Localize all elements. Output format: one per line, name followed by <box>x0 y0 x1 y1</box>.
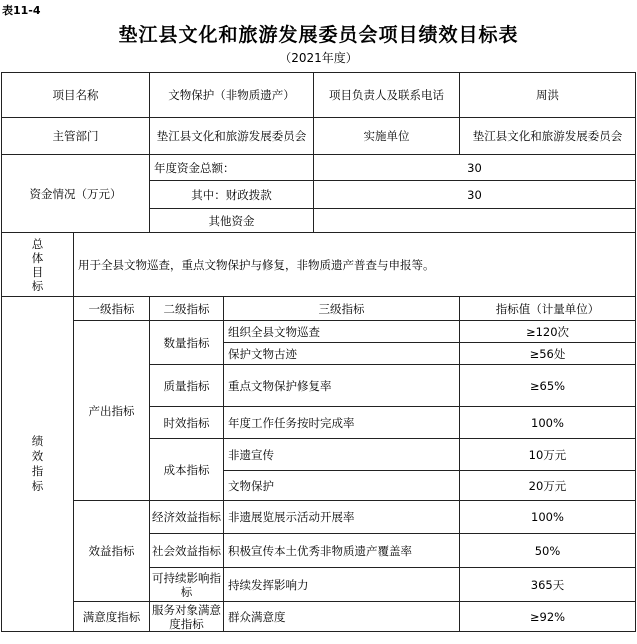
row-indicator-value: ≥92% <box>460 602 636 632</box>
row-indicator-name: 组织全县文物巡查 <box>224 321 460 343</box>
header-level1: 一级指标 <box>74 297 150 321</box>
social-indicator-label: 社会效益指标 <box>150 534 224 568</box>
quality-indicator-label: 质量指标 <box>150 365 224 407</box>
row-indicator-value: 50% <box>460 534 636 568</box>
table-number: 表11-4 <box>2 4 41 17</box>
row-indicator-value: 10万元 <box>460 439 636 471</box>
row-indicator-name: 文物保护 <box>224 471 460 501</box>
project-name-value: 文物保护（非物质遗产） <box>150 73 314 118</box>
year-subtitle: （2021年度） <box>279 51 358 65</box>
page-title: 垫江县文化和旅游发展委员会项目绩效目标表 <box>118 24 519 46</box>
service-indicator-label: 服务对象满意度指标 <box>150 602 224 632</box>
row-indicator-value: ≥120次 <box>460 321 636 343</box>
header-level3: 三级指标 <box>224 297 460 321</box>
output-indicator-label: 产出指标 <box>74 321 150 501</box>
row-indicator-value: ≥56处 <box>460 343 636 365</box>
cost-indicator-label: 成本指标 <box>150 439 224 501</box>
row-indicator-name: 持续发挥影响力 <box>224 568 460 602</box>
row-indicator-name: 重点文物保护修复率 <box>224 365 460 407</box>
goal-label: 总体目标 <box>2 233 74 297</box>
row-indicator-name: 群众满意度 <box>224 602 460 632</box>
funds-fiscal-value: 30 <box>314 181 636 209</box>
sustain-indicator-label: 可持续影响指标 <box>150 568 224 602</box>
funds-other-value <box>314 209 636 233</box>
quantity-indicator-label: 数量指标 <box>150 321 224 365</box>
row-indicator-name: 非遗展览展示活动开展率 <box>224 501 460 534</box>
row-indicator-name: 保护文物古迹 <box>224 343 460 365</box>
funds-total-value: 30 <box>314 155 636 181</box>
dept-value: 垫江县文化和旅游发展委员会 <box>150 118 314 155</box>
row-indicator-value: 20万元 <box>460 471 636 501</box>
row-indicator-name: 非遗宣传 <box>224 439 460 471</box>
satisfaction-indicator-label: 满意度指标 <box>74 602 150 632</box>
row-indicator-value: ≥65% <box>460 365 636 407</box>
impl-unit-label: 实施单位 <box>314 118 460 155</box>
funds-fiscal-label: 其中：财政拨款 <box>150 181 314 209</box>
row-indicator-value: 365天 <box>460 568 636 602</box>
impl-unit-value: 垫江县文化和旅游发展委员会 <box>460 118 636 155</box>
benefit-indicator-label: 效益指标 <box>74 501 150 602</box>
contact-label: 项目负责人及联系电话 <box>314 73 460 118</box>
timeliness-indicator-label: 时效指标 <box>150 407 224 439</box>
row-indicator-value: 100% <box>460 407 636 439</box>
row-indicator-name: 积极宣传本土优秀非物质遗产覆盖率 <box>224 534 460 568</box>
row-indicator-value: 100% <box>460 501 636 534</box>
funds-other-label: 其他资金 <box>150 209 314 233</box>
dept-label: 主管部门 <box>2 118 150 155</box>
perf-label: 绩效指标 <box>2 297 74 632</box>
header-level2: 二级指标 <box>150 297 224 321</box>
funds-total-label: 年度资金总额： <box>150 155 314 181</box>
funds-label: 资金情况（万元） <box>2 155 150 233</box>
economic-indicator-label: 经济效益指标 <box>150 501 224 534</box>
project-name-label: 项目名称 <box>2 73 150 118</box>
header-value: 指标值（计量单位） <box>460 297 636 321</box>
row-indicator-name: 年度工作任务按时完成率 <box>224 407 460 439</box>
performance-target-table <box>1 72 636 632</box>
contact-value: 周洪 <box>460 73 636 118</box>
goal-text: 用于全县文物巡查，重点文物保护与修复，非物质遗产普查与申报等。 <box>74 233 636 297</box>
